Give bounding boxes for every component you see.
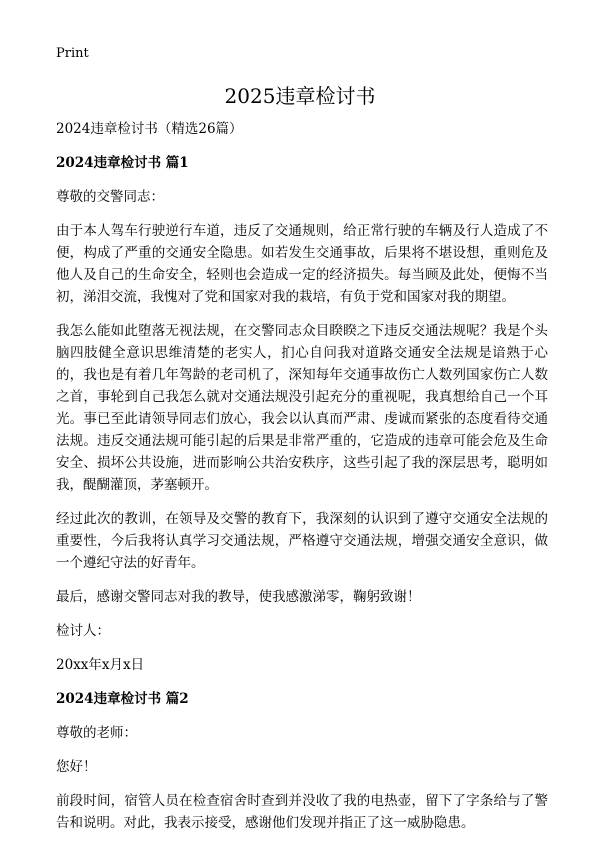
paragraph: 由于本人驾车行驶逆行车道，违反了交通规则，给正常行驶的车辆及行人造成了不便，构成了严重的交通安全隐患。如若发生交通事故，后果将不堪设想，重则危及他人及自己的生命安全，轻则也会造成一定的经济损失。每当顾及此处，便悔不当初，涕泪交流，我愧对了党和国家对我的栽培，有负于党和国家对我的期望。 xyxy=(56,223,548,305)
date-line: 20xx年x月x日 xyxy=(56,657,145,673)
paragraph: 我怎么能如此堕落无视法规，在交警同志众目睽睽之下违反交通法规呢？我是个头脑四肢健全意识思维清楚的老实人，扪心自问我对道路交通安全法规是谙熟于心的，我也是有着几年驾龄的老司机了，深知每年交通事故伤亡人数列国家伤亡人数之首，事轮到自己我怎么就对交通法规没引起充分的重视呢，我真想给自己一个耳光。事已至此请领导同志们放心，我会以认真而严肃、虔诚而紧张的态度看待交通法规。违反交通法规可能引起的后果是非常严重的，它造成的违章可能会危及生命安全、损坏公共设施，进而影响公共治安秩序，这些引起了我的深层思考，聪明如我，醍醐灌顶，茅塞顿开。 xyxy=(56,323,548,493)
signature-label: 检讨人： xyxy=(56,623,110,639)
salutation: 尊敬的交警同志： xyxy=(56,189,164,205)
print-link[interactable]: Print xyxy=(56,46,89,61)
document-body xyxy=(56,118,548,846)
salutation: 尊敬的老师： xyxy=(56,725,137,741)
greeting: 您好！ xyxy=(56,759,97,775)
paragraph: 前段时间，宿管人员在检查宿舍时查到并没收了我的电热壶，留下了字条给与了警告和说明。对此，我表示接受，感谢他们发现并指正了这一威胁隐患。 xyxy=(56,793,548,831)
paragraph: 经过此次的教训，在领导及交警的教育下，我深刻的认识到了遵守交通安全法规的重要性，今后我将认真学习交通法规，严格遵守交通法规，增强交通安全意识，做一个遵纪守法的好青年。 xyxy=(56,511,548,571)
section-heading-2: 2024违章检讨书 篇2 xyxy=(56,691,189,707)
closing-paragraph: 最后，感谢交警同志对我的教导，使我感激涕零，鞠躬致谢！ xyxy=(56,589,421,605)
document-subtitle: 2024违章检讨书（精选26篇） xyxy=(56,121,243,137)
document-title: 2025违章检讨书 xyxy=(224,84,376,108)
section-heading-1: 2024违章检讨书 篇1 xyxy=(56,155,189,171)
